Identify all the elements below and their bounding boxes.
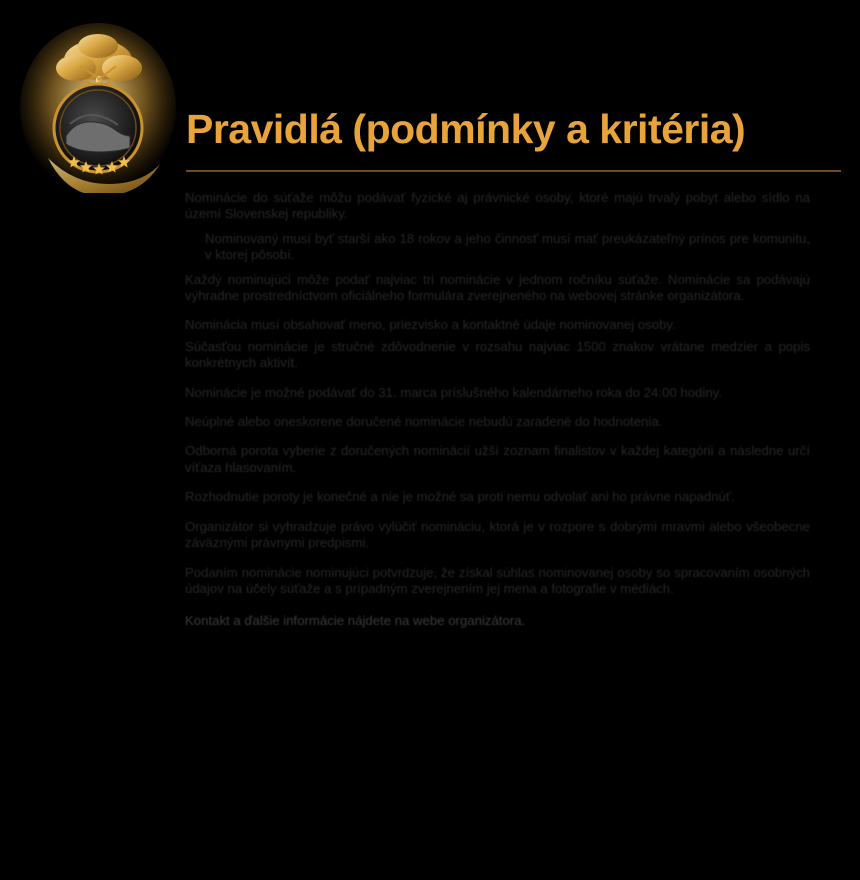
tree-in-hands-emblem-icon (18, 18, 183, 193)
paragraph: Odborná porota vyberie z doručených nominácií užší zoznam finalistov v každej kategórii a následne určí víťaza hlasovaním. (185, 443, 810, 475)
paragraph: Organizátor si vyhradzuje právo vylúčiť nomináciu, ktorá je v rozpore s dobrými mravmi alebo všeobecne záväznými právnymi predpismi. (185, 518, 810, 551)
page-title: Pravidlá (podmínky a kritéria) (186, 106, 746, 152)
footer-note: Kontakt a ďalšie informácie nájdete na webe organizátora. (185, 613, 526, 629)
paragraph: Nominácia musí obsahovať meno, priezvisko a kontaktné údaje nominovanej osoby. (185, 317, 676, 333)
document-body (185, 190, 810, 638)
paragraph: Neúplné alebo oneskorene doručené nominácie nebudú zaradené do hodnotenia. (185, 414, 663, 430)
title-underline (186, 170, 841, 172)
paragraph: Každý nominujúci môže podať najviac tri nominácie v jednom ročníku súťaže. Nominácie sa podávajú výhradne prostredníctvom oficiálneho formulára zverejneného na webovej stránke organizátora. (185, 271, 810, 304)
paragraph: Nominácie je možné podávať do 31. marca príslušného kalendárneho roka do 24:00 hodiny. (185, 384, 722, 400)
paragraph: Nominovaný musí byť starší ako 18 rokov a jeho činnosť musí mať preukázateľný prínos pre komunitu, v ktorej pôsobí. (205, 230, 810, 263)
paragraph: Súčasťou nominácie je stručné zdôvodnenie v rozsahu najviac 1500 znakov vrátane medzier a popis konkrétnych aktivít. (185, 338, 810, 371)
paragraph: Podaním nominácie nominujúci potvrdzuje, že získal súhlas nominovanej osoby so spracovaním osobných údajov na účely súťaže a s prípadným zverejnením jej mena a fotografie v médiách. (185, 564, 810, 596)
paragraph: Nominácie do súťaže môžu podávať fyzické aj právnické osoby, ktoré majú trvalý pobyt alebo sídlo na území Slovenskej republiky. (185, 190, 810, 222)
document-header (0, 0, 860, 190)
paragraph: Rozhodnutie poroty je konečné a nie je možné sa proti nemu odvolať ani ho právne napadnúť. (185, 489, 735, 505)
